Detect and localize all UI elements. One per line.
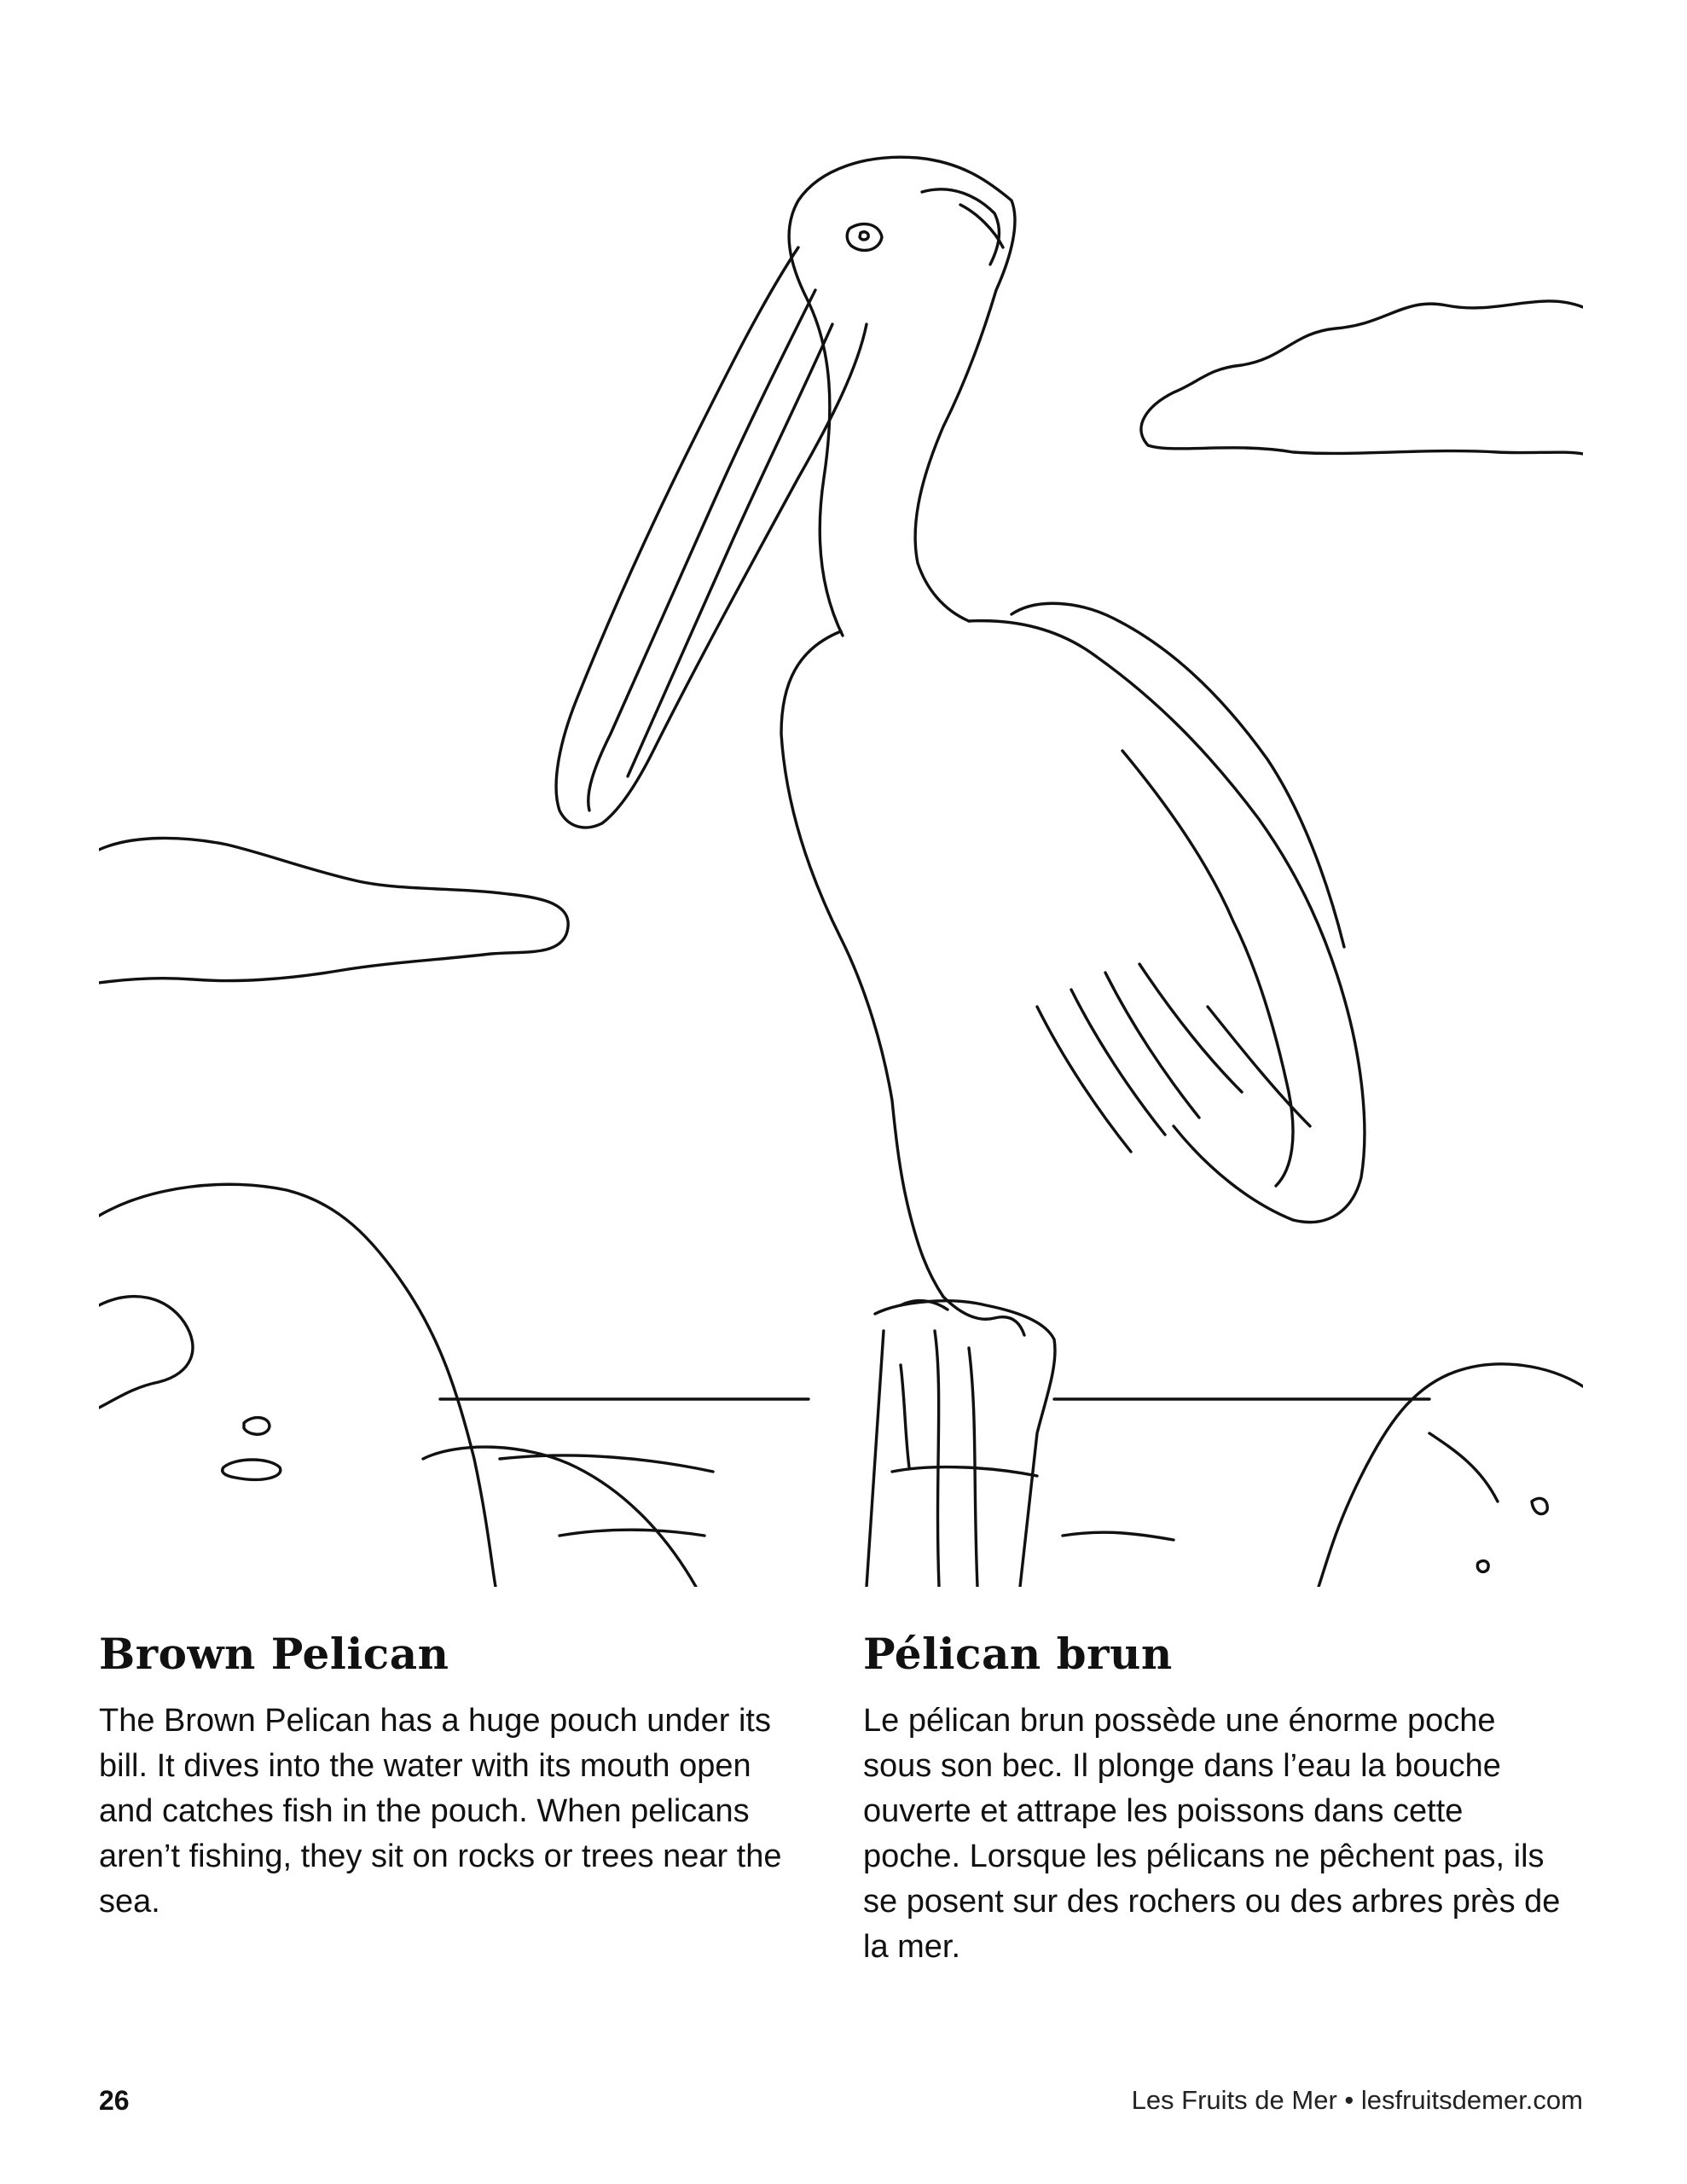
rock-right-inner [1429,1433,1547,1571]
pelican-wing [1012,603,1344,1186]
english-title: Brown Pelican [99,1629,449,1679]
footer-credit: Les Fruits de Mer • lesfruitsdemer.com [1131,2085,1583,2115]
pelican-body [781,621,1365,1297]
rock-left [99,1184,496,1587]
rock-right [1319,1364,1583,1587]
pelican-illustration [99,154,1583,1587]
pelican-neck-head [789,157,1015,636]
french-title: Pélican brun [863,1629,1173,1679]
rock-left-inner [99,1297,696,1587]
pelican-wing-feathers [1037,964,1310,1152]
pelican-bill-inner [588,290,832,810]
english-section [99,1625,798,1925]
english-body: The Brown Pelican has a huge pouch under its bill. It dives into the water with its mouth open and catches fish in the pouch. When pelicans aren’t fishing, they sit on rocks or trees near the sea. [99,1703,782,1920]
rock-left-holes [223,1418,281,1480]
pelican-eye [847,224,882,251]
cloud-left [99,838,568,983]
french-section [863,1625,1562,1970]
page-number: 26 [99,2085,130,2116]
pelican-line-art [99,154,1583,1587]
post [867,1301,1055,1587]
wave [500,1455,1174,1540]
pelican-head-crest [922,189,1003,264]
cloud-right [1141,301,1583,454]
french-body: Le pélican brun possède une énorme poche sous son bec. Il plonge dans l’eau la bouche ouverte et attrape les poissons dans cette poche. Lorsque les pélicans ne pêchent pas, ils se posent sur des rochers ou des arbres près de la mer. [863,1703,1561,1965]
